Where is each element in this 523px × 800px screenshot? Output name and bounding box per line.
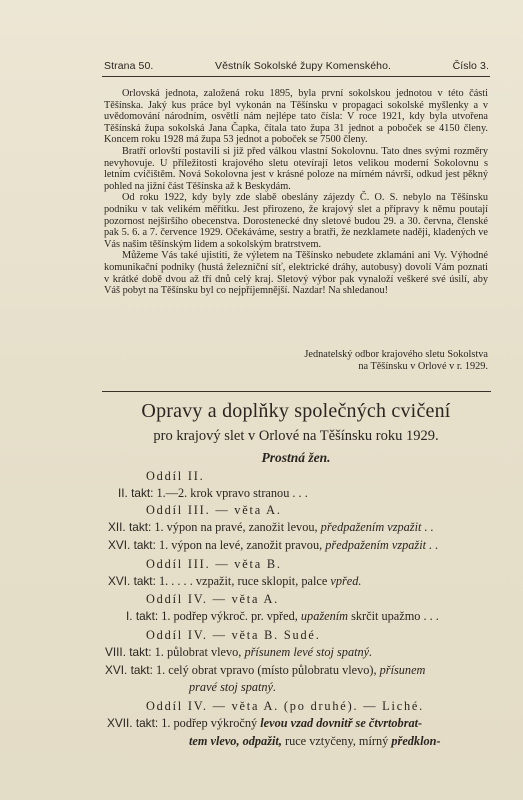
article-paragraph: Bratří orlovští postavili si již před válkou vlastní Sokolovnu. Tato dnes svými rozměry nevyhovuje. U příležitosti krajového sletu otevírají letos velikou moderní Sokolovnu s letním cvičištěm. Nová Sokolovna jest v krásné poloze na mírném návrší, odkud jest pěkný pohled na jižní část Těšínska až k Beskydám. <box>104 145 488 192</box>
corrections-title: Opravy a doplňky společných cvičení <box>141 400 451 422</box>
correction-text: ruce vztyčeny, mírný <box>284 734 389 748</box>
takt-label: I. takt: <box>126 609 159 623</box>
division-heading: Oddíl II. <box>146 469 205 483</box>
correction-text: 1. podřep výkroč. pr. vpřed, <box>161 609 298 623</box>
division-heading: Oddíl IV. — věta B. Sudé. <box>146 628 321 642</box>
signature-line: na Těšínsku v Orlové v r. 1929. <box>358 360 488 372</box>
correction-line <box>105 663 425 678</box>
correction-emphasis: upažením <box>300 609 349 623</box>
article-paragraph: Od roku 1922, kdy byly zde slabě obeslány zájezdy Č. O. S. nebylo na Těšínsku podniku v tak velikém měřítku. Jest přirozeno, že krajový slet a přípravy k němu poutají pozornost nejširšího obecenstva. Dorostenecké dny sletové budou 29. a 30. června, členské pak 5. 6. a 7. července 1929. Očekáváme, sestry a bratři, že nezklamete naději, kladených ve Vás našim těšínským lidem a sokolským bratrstvem. <box>104 192 488 250</box>
correction-text: 1. půlobrat vlevo, <box>154 645 242 659</box>
correction-continuation <box>189 680 276 695</box>
takt-label: XVI. takt: <box>105 663 153 677</box>
correction-line <box>105 645 372 660</box>
correction-text: 1. celý obrat vpravo (místo půlobratu vlevo), <box>155 663 377 677</box>
correction-line <box>118 486 308 501</box>
correction-text: 1. výpon na pravé, zanožit levou, <box>154 520 318 534</box>
correction-line <box>108 574 361 589</box>
correction-emphasis: přísunem <box>379 663 426 677</box>
journal-title: Věstník Sokolské župy Komenského. <box>214 60 392 72</box>
corrections-subtitle: pro krajový slet v Orlové na Těšínsku roku 1929. <box>153 428 439 444</box>
correction-line <box>126 609 439 624</box>
division-heading: Oddíl IV. — věta A. (po druhé). — Liché. <box>146 699 425 713</box>
issue-number: Číslo 3. <box>452 60 489 72</box>
takt-label: XVI. takt: <box>108 574 156 588</box>
takt-label: XVII. takt: <box>107 716 159 730</box>
correction-emphasis: tem vlevo, odpažit, <box>189 734 282 748</box>
takt-label: XVI. takt: <box>108 538 156 552</box>
division-heading: Oddíl IV. — věta A. <box>146 592 280 606</box>
correction-emphasis: předklon- <box>391 734 441 748</box>
signature-line: Jednatelský odbor krajového sletu Sokolstva <box>304 349 488 360</box>
article-paragraph: Orlovská jednota, založená roku 1895, byla první sokolskou jednotou v této části Těšínska. Jaký kus práce byl vykonán na Těšínsku v propagaci sokolské myšlenky a v uvědomování národním, osvětlí nám nejlépe tato čísla: V roce 1921, kdy byla utvořena Těšínská župa sokolská Jana Čapka, čítala tato župa 31 jednot a poboček se 4150 členy. Koncem roku 1928 má župa 53 jednot a poboček se 7500 členy. <box>104 88 488 146</box>
division-heading: Oddíl III. — věta A. <box>146 503 282 517</box>
correction-emphasis: přísunem levé stoj spatný. <box>244 645 373 659</box>
correction-emphasis: vpřed. <box>330 574 362 588</box>
correction-text: 1. podřep výkročný <box>161 716 258 730</box>
takt-label: XII. takt: <box>108 520 152 534</box>
page-number: Strana 50. <box>104 60 154 72</box>
correction-continuation <box>189 734 441 749</box>
division-heading: Oddíl III. — věta B. <box>146 557 282 571</box>
takt-label: VIII. takt: <box>105 645 152 659</box>
correction-text: 1. . . . . vzpažit, ruce sklopit, palce <box>158 574 328 588</box>
takt-label: II. takt: <box>118 486 154 500</box>
correction-line <box>108 520 434 535</box>
correction-emphasis: předpažením vzpažit . . <box>320 520 434 534</box>
correction-emphasis: pravé stoj spatný. <box>189 680 277 694</box>
correction-line <box>107 716 422 731</box>
correction-text: skrčit upažmo . . . <box>351 609 439 623</box>
correction-emphasis: předpažením vzpažit . . <box>325 538 439 552</box>
correction-emphasis: levou vzad dovnitř se čtvrtobrat- <box>260 716 423 730</box>
correction-line <box>108 538 438 553</box>
section-heading: Prostná žen. <box>261 450 331 465</box>
correction-text: 1.—2. krok vpravo stranou . . . <box>156 486 308 500</box>
correction-text: 1. výpon na levé, zanožit pravou, <box>158 538 323 552</box>
article-paragraph: Můžeme Vás také ujistiti, že výletem na Těšínsko nebudete zklamáni ani Vy. Výhodné komunikační podniky (hustá železniční síť, elektrické dráhy, autobusy) dovolí Vám poznati v krátké době dvou až tří dnů celý kraj. Sletový výbor pak vynaloží veškeré své úsilí, aby Váš pobyt na Těšínsku byl co nejpříjemnější. Nazdar! Na shledanou! <box>104 250 488 297</box>
